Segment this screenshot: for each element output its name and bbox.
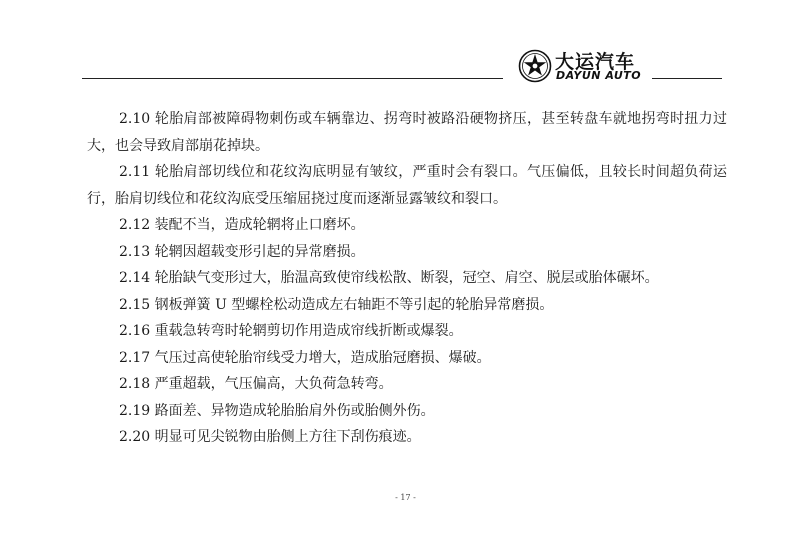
page-number: - 17 - (395, 493, 416, 502)
paragraph-2-17: 2.17 气压过高使轮胎帘线受力增大，造成胎冠磨损、爆破。 (119, 349, 491, 366)
brand-logo (518, 47, 650, 87)
paragraph-2-20: 2.20 明显可见尖锐物由胎侧上方往下刮伤痕迹。 (119, 429, 421, 445)
paragraph-2-18: 2.18 严重超载，气压偏高，大负荷急转弯。 (119, 376, 393, 392)
paragraph-2-14: 2.14 轮胎缺气变形过大，胎温高致使帘线松散、断裂，冠空、肩空、脱层或胎体碾坏。 (119, 270, 659, 286)
paragraph-2-10: 2.10 轮胎肩部被障碍物刺伤或车辆靠边、拐弯时被路沿硬物挤压，甚至转盘车就地拐弯时扭力过大，也会导致肩部崩花掉块。 (87, 111, 727, 154)
paragraph-2-15: 2.15 钢板弹簧 U 型螺栓松动造成左右轴距不等引起的轮胎异常磨损。 (119, 296, 554, 313)
header-rule-right (652, 78, 722, 79)
header-rule-left (82, 78, 503, 79)
paragraph-2-16: 2.16 重载急转弯时轮辋剪切作用造成帘线折断或爆裂。 (119, 323, 463, 339)
paragraph-2-13: 2.13 轮辋因超载变形引起的异常磨损。 (119, 243, 365, 260)
paragraph-2-12: 2.12 装配不当，造成轮辋将止口磨坏。 (119, 217, 365, 233)
paragraph-2-19: 2.19 路面差、异物造成轮胎胎肩外伤或胎侧外伤。 (119, 402, 435, 419)
paragraph-2-11: 2.11 轮胎肩部切线位和花纹沟底明显有皱纹，严重时会有裂口。气压偏低，且较长时间超负荷运行，胎肩切线位和花纹沟底受压缩屈挠过度而逐渐显露皱纹和裂口。 (87, 164, 727, 207)
document-body (87, 106, 727, 451)
brand-name-en: DAYUN AUTO (556, 69, 642, 82)
star-wheel-icon (518, 49, 552, 83)
brand-name-cn: 大运汽车 (555, 51, 636, 73)
